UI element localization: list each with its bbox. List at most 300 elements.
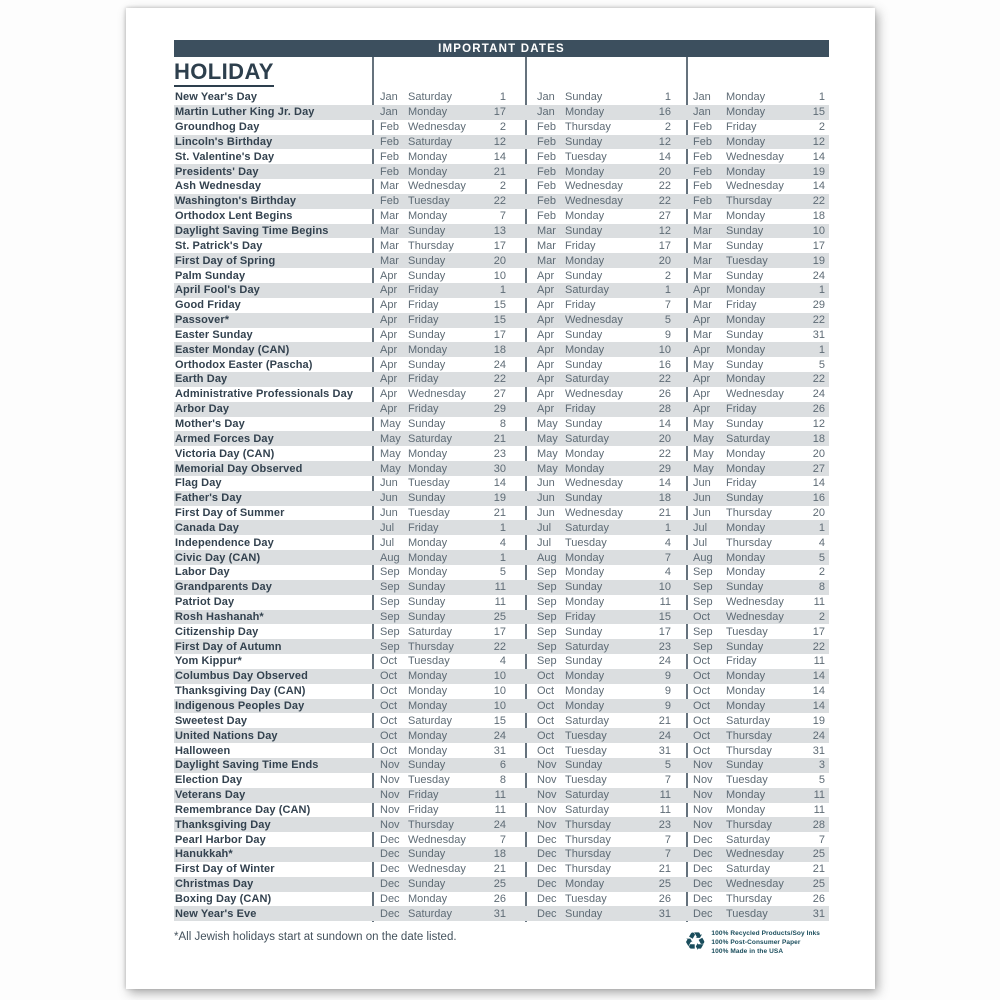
- table-row: [174, 520, 829, 535]
- day-number: 25: [812, 848, 825, 861]
- month: Sep: [380, 610, 400, 623]
- weekday: Monday: [565, 462, 605, 475]
- month: Apr: [693, 388, 711, 401]
- weekday: Saturday: [565, 803, 610, 816]
- weekday: Thursday: [726, 818, 772, 831]
- table-row: [174, 654, 829, 669]
- day-number: 25: [812, 878, 825, 891]
- weekday: Monday: [565, 343, 605, 356]
- date-cell-3: [686, 314, 829, 326]
- weekday: Tuesday: [408, 774, 450, 787]
- month: Apr: [380, 373, 398, 386]
- day-number: 26: [812, 403, 825, 416]
- holiday-name: Memorial Day Observed: [175, 462, 303, 475]
- month: Feb: [537, 165, 556, 178]
- month: Nov: [537, 818, 557, 831]
- day-number: 22: [658, 195, 671, 208]
- day-number: 2: [818, 121, 825, 134]
- date-cell-2: [525, 225, 686, 237]
- weekday: Wednesday: [726, 596, 784, 609]
- holiday-name: Orthodox Lent Begins: [175, 210, 293, 223]
- weekday: Monday: [726, 685, 766, 698]
- date-cell-2: [525, 121, 686, 133]
- day-number: 21: [658, 714, 671, 727]
- month: Jun: [380, 492, 398, 505]
- table-row: [174, 535, 829, 550]
- table-row: [174, 164, 829, 179]
- month: May: [380, 462, 401, 475]
- holiday-name: St. Patrick's Day: [175, 239, 263, 252]
- holiday-name: Flag Day: [175, 477, 222, 490]
- month: Sep: [693, 566, 713, 579]
- month: Apr: [537, 403, 555, 416]
- holiday-name: Labor Day: [175, 566, 230, 579]
- month: Apr: [537, 388, 555, 401]
- date-cell-2: [525, 210, 686, 222]
- month: Feb: [537, 150, 556, 163]
- month: Mar: [693, 328, 712, 341]
- day-number: 25: [493, 610, 506, 623]
- month: Dec: [537, 892, 557, 905]
- table-row: [174, 209, 829, 224]
- month: Jan: [537, 106, 555, 119]
- month: Feb: [380, 165, 399, 178]
- day-number: 19: [812, 254, 825, 267]
- weekday: Monday: [726, 135, 766, 148]
- weekday: Sunday: [408, 492, 446, 505]
- day-number: 22: [658, 180, 671, 193]
- holiday-name: Washington's Birthday: [175, 195, 297, 208]
- day-number: 17: [493, 625, 506, 638]
- date-cell-2: [525, 908, 686, 920]
- table-row: [174, 417, 829, 432]
- day-number: 4: [499, 536, 506, 549]
- date-cell-2: [525, 819, 686, 831]
- weekday: Sunday: [726, 358, 764, 371]
- date-cell-3: [686, 255, 829, 267]
- month: Feb: [380, 150, 399, 163]
- day-number: 14: [493, 477, 506, 490]
- weekday: Friday: [408, 403, 439, 416]
- weekday: Sunday: [408, 417, 446, 430]
- day-number: 15: [658, 610, 671, 623]
- date-cell-2: [525, 863, 686, 875]
- weekday: Friday: [565, 403, 596, 416]
- weekday: Sunday: [726, 581, 764, 594]
- weekday: Sunday: [726, 417, 764, 430]
- weekday: Sunday: [565, 269, 603, 282]
- month: Oct: [537, 670, 555, 683]
- day-number: 22: [812, 373, 825, 386]
- month: Dec: [537, 848, 557, 861]
- weekday: Tuesday: [565, 729, 607, 742]
- day-number: 12: [658, 135, 671, 148]
- weekday: Saturday: [565, 432, 610, 445]
- day-number: 22: [493, 195, 506, 208]
- date-cell-1: [372, 91, 525, 103]
- date-cell-3: [686, 388, 829, 400]
- month: Oct: [537, 729, 555, 742]
- date-cell-2: [525, 507, 686, 519]
- month: Nov: [537, 759, 557, 772]
- weekday: Friday: [408, 789, 439, 802]
- weekday: Monday: [726, 343, 766, 356]
- day-number: 31: [812, 907, 825, 920]
- day-number: 12: [658, 225, 671, 238]
- date-cell-3: [686, 804, 829, 816]
- month: Feb: [537, 135, 556, 148]
- day-number: 7: [664, 299, 671, 312]
- day-number: 31: [812, 328, 825, 341]
- day-number: 24: [493, 358, 506, 371]
- day-number: 24: [812, 729, 825, 742]
- date-cell-1: [372, 819, 525, 831]
- day-number: 5: [499, 566, 506, 579]
- day-number: 27: [493, 388, 506, 401]
- month: Mar: [693, 239, 712, 252]
- date-cell-1: [372, 730, 525, 742]
- weekday: Thursday: [565, 848, 611, 861]
- date-cell-2: [525, 893, 686, 905]
- weekday: Friday: [408, 299, 439, 312]
- date-cell-3: [686, 893, 829, 905]
- important-dates-label: IMPORTANT DATES: [438, 42, 565, 55]
- weekday: Wednesday: [726, 610, 784, 623]
- month: Feb: [537, 121, 556, 134]
- weekday: Monday: [565, 670, 605, 683]
- date-cell-1: [372, 700, 525, 712]
- day-number: 12: [812, 135, 825, 148]
- weekday: Saturday: [565, 521, 610, 534]
- weekday: Tuesday: [408, 195, 450, 208]
- month: Aug: [537, 551, 557, 564]
- day-number: 10: [658, 581, 671, 594]
- holiday-name: Canada Day: [175, 521, 239, 534]
- day-number: 22: [658, 373, 671, 386]
- table-row: [174, 179, 829, 194]
- table-row: [174, 832, 829, 847]
- weekday: Tuesday: [565, 892, 607, 905]
- weekday: Monday: [565, 106, 605, 119]
- month: Mar: [693, 299, 712, 312]
- day-number: 22: [812, 314, 825, 327]
- table-row: [174, 328, 829, 343]
- month: Oct: [693, 685, 711, 698]
- weekday: Thursday: [726, 892, 772, 905]
- month: Feb: [693, 180, 712, 193]
- table-row: [174, 283, 829, 298]
- day-number: 10: [493, 269, 506, 282]
- date-cell-2: [525, 626, 686, 638]
- day-number: 7: [664, 774, 671, 787]
- day-number: 7: [664, 551, 671, 564]
- weekday: Sunday: [565, 328, 603, 341]
- weekday: Monday: [565, 596, 605, 609]
- table-row: [174, 506, 829, 521]
- jewish-holidays-footnote: *All Jewish holidays start at sundown on the date listed.: [174, 931, 457, 943]
- weekday: Wednesday: [726, 848, 784, 861]
- day-number: 8: [499, 417, 506, 430]
- date-cell-2: [525, 448, 686, 460]
- weekday: Tuesday: [408, 507, 450, 520]
- date-cell-2: [525, 774, 686, 786]
- date-cell-2: [525, 878, 686, 890]
- weekday: Thursday: [726, 744, 772, 757]
- weekday: Monday: [408, 670, 448, 683]
- day-number: 20: [493, 254, 506, 267]
- weekday: Monday: [408, 566, 448, 579]
- day-number: 18: [812, 210, 825, 223]
- month: Sep: [693, 625, 713, 638]
- month: Oct: [380, 744, 398, 757]
- weekday: Monday: [726, 165, 766, 178]
- month: Jan: [537, 91, 555, 104]
- date-cell-3: [686, 329, 829, 341]
- date-cell-1: [372, 789, 525, 801]
- day-number: 18: [812, 432, 825, 445]
- table-row: [174, 565, 829, 580]
- weekday: Monday: [726, 373, 766, 386]
- holiday-name: Daylight Saving Time Ends: [175, 759, 319, 772]
- date-cell-3: [686, 774, 829, 786]
- date-cell-3: [686, 91, 829, 103]
- month: Oct: [380, 655, 398, 668]
- weekday: Saturday: [565, 284, 610, 297]
- weekday: Sunday: [565, 581, 603, 594]
- weekday: Saturday: [565, 373, 610, 386]
- holiday-name: Indigenous Peoples Day: [175, 700, 305, 713]
- month: Apr: [537, 328, 555, 341]
- weekday: Wednesday: [408, 180, 466, 193]
- holiday-name: Civic Day (CAN): [175, 551, 261, 564]
- date-cell-2: [525, 344, 686, 356]
- weekday: Monday: [726, 210, 766, 223]
- weekday: Monday: [408, 551, 448, 564]
- day-number: 7: [499, 210, 506, 223]
- month: Mar: [537, 239, 556, 252]
- month: Apr: [380, 358, 398, 371]
- day-number: 24: [493, 729, 506, 742]
- day-number: 24: [812, 269, 825, 282]
- day-number: 7: [818, 833, 825, 846]
- weekday: Sunday: [726, 640, 764, 653]
- month: Mar: [693, 210, 712, 223]
- month: Sep: [380, 625, 400, 638]
- weekday: Saturday: [726, 714, 771, 727]
- weekday: Sunday: [565, 492, 603, 505]
- month: Apr: [380, 299, 398, 312]
- day-number: 1: [499, 284, 506, 297]
- weekday: Monday: [408, 150, 448, 163]
- date-cell-1: [372, 492, 525, 504]
- weekday: Tuesday: [726, 774, 768, 787]
- day-number: 1: [818, 284, 825, 297]
- day-number: 8: [818, 581, 825, 594]
- date-cell-1: [372, 507, 525, 519]
- day-number: 14: [812, 180, 825, 193]
- day-number: 12: [812, 417, 825, 430]
- holiday-name: Armed Forces Day: [175, 432, 274, 445]
- eco-text-lines: [711, 929, 820, 956]
- date-cell-1: [372, 403, 525, 415]
- date-cell-3: [686, 284, 829, 296]
- weekday: Saturday: [726, 432, 771, 445]
- day-number: 2: [818, 610, 825, 623]
- day-number: 19: [493, 492, 506, 505]
- date-cell-2: [525, 537, 686, 549]
- weekday: Sunday: [565, 625, 603, 638]
- weekday: Sunday: [726, 492, 764, 505]
- date-cell-1: [372, 210, 525, 222]
- table-row: [174, 431, 829, 446]
- day-number: 5: [818, 774, 825, 787]
- day-number: 21: [812, 863, 825, 876]
- day-number: 1: [499, 91, 506, 104]
- weekday: Monday: [565, 685, 605, 698]
- weekday: Monday: [408, 892, 448, 905]
- month: Nov: [693, 803, 713, 816]
- date-cell-1: [372, 834, 525, 846]
- table-row: [174, 669, 829, 684]
- month: Dec: [537, 907, 557, 920]
- month: Apr: [693, 314, 711, 327]
- month: Apr: [380, 388, 398, 401]
- date-cell-1: [372, 359, 525, 371]
- month: Aug: [693, 551, 713, 564]
- date-cell-1: [372, 121, 525, 133]
- month: Mar: [537, 225, 556, 238]
- day-number: 9: [664, 685, 671, 698]
- month: Dec: [380, 848, 400, 861]
- month: Nov: [693, 759, 713, 772]
- day-number: 14: [812, 150, 825, 163]
- weekday: Monday: [565, 447, 605, 460]
- table-row: [174, 728, 829, 743]
- holiday-name: Martin Luther King Jr. Day: [175, 106, 315, 119]
- day-number: 10: [812, 225, 825, 238]
- date-cell-3: [686, 566, 829, 578]
- date-cell-2: [525, 700, 686, 712]
- month: Nov: [537, 774, 557, 787]
- month: Sep: [380, 566, 400, 579]
- month: May: [537, 417, 558, 430]
- date-cell-2: [525, 552, 686, 564]
- weekday: Thursday: [408, 640, 454, 653]
- day-number: 2: [499, 180, 506, 193]
- table-row: [174, 743, 829, 758]
- month: Apr: [537, 299, 555, 312]
- day-number: 14: [812, 700, 825, 713]
- month: Mar: [693, 225, 712, 238]
- table-row: [174, 862, 829, 877]
- holiday-name: Independence Day: [175, 536, 274, 549]
- date-cell-2: [525, 136, 686, 148]
- day-number: 1: [499, 551, 506, 564]
- month: Apr: [537, 284, 555, 297]
- holiday-name: Earth Day: [175, 373, 228, 386]
- date-cell-1: [372, 284, 525, 296]
- day-number: 28: [812, 818, 825, 831]
- day-number: 11: [813, 803, 825, 816]
- weekday: Friday: [408, 373, 439, 386]
- day-number: 10: [493, 670, 506, 683]
- weekday: Monday: [408, 744, 448, 757]
- month: Dec: [380, 833, 400, 846]
- day-number: 7: [664, 833, 671, 846]
- date-cell-1: [372, 106, 525, 118]
- month: Feb: [693, 150, 712, 163]
- day-number: 29: [812, 299, 825, 312]
- month: Oct: [380, 700, 398, 713]
- month: Dec: [537, 833, 557, 846]
- month: Sep: [537, 596, 557, 609]
- month: Mar: [380, 254, 399, 267]
- date-cell-3: [686, 655, 829, 667]
- date-cell-2: [525, 715, 686, 727]
- month: Apr: [693, 403, 711, 416]
- month: Jul: [693, 521, 708, 534]
- day-number: 4: [818, 536, 825, 549]
- table-row: [174, 253, 829, 268]
- weekday: Thursday: [565, 833, 611, 846]
- month: Dec: [693, 848, 713, 861]
- weekday: Tuesday: [565, 774, 607, 787]
- day-number: 11: [813, 596, 825, 609]
- day-number: 4: [499, 655, 506, 668]
- day-number: 22: [812, 640, 825, 653]
- day-number: 2: [818, 566, 825, 579]
- weekday: Friday: [565, 239, 596, 252]
- weekday: Monday: [726, 789, 766, 802]
- date-cell-2: [525, 151, 686, 163]
- weekday: Monday: [726, 314, 766, 327]
- month: Dec: [693, 833, 713, 846]
- month: Jun: [693, 492, 711, 505]
- table-row: [174, 313, 829, 328]
- date-cell-3: [686, 180, 829, 192]
- month: Jul: [380, 521, 395, 534]
- weekday: Monday: [408, 210, 448, 223]
- table-row: [174, 847, 829, 862]
- weekday: Wednesday: [565, 477, 623, 490]
- holiday-name: St. Valentine's Day: [175, 150, 275, 163]
- table-row: [174, 491, 829, 506]
- holiday-name: First Day of Autumn: [175, 640, 282, 653]
- date-cell-3: [686, 641, 829, 653]
- date-cell-2: [525, 477, 686, 489]
- table-row: [174, 788, 829, 803]
- date-cell-2: [525, 596, 686, 608]
- day-number: 20: [812, 507, 825, 520]
- date-cell-1: [372, 641, 525, 653]
- table-row: [174, 595, 829, 610]
- date-cell-2: [525, 463, 686, 475]
- date-cell-2: [525, 91, 686, 103]
- weekday: Wednesday: [408, 388, 466, 401]
- day-number: 9: [664, 328, 671, 341]
- month: Jan: [380, 106, 398, 119]
- table-row: [174, 713, 829, 728]
- date-cell-1: [372, 566, 525, 578]
- day-number: 21: [658, 863, 671, 876]
- month: Apr: [537, 358, 555, 371]
- weekday: Monday: [408, 447, 448, 460]
- weekday: Monday: [726, 551, 766, 564]
- date-cell-2: [525, 359, 686, 371]
- day-number: 11: [494, 581, 506, 594]
- day-number: 17: [658, 239, 671, 252]
- day-number: 7: [499, 833, 506, 846]
